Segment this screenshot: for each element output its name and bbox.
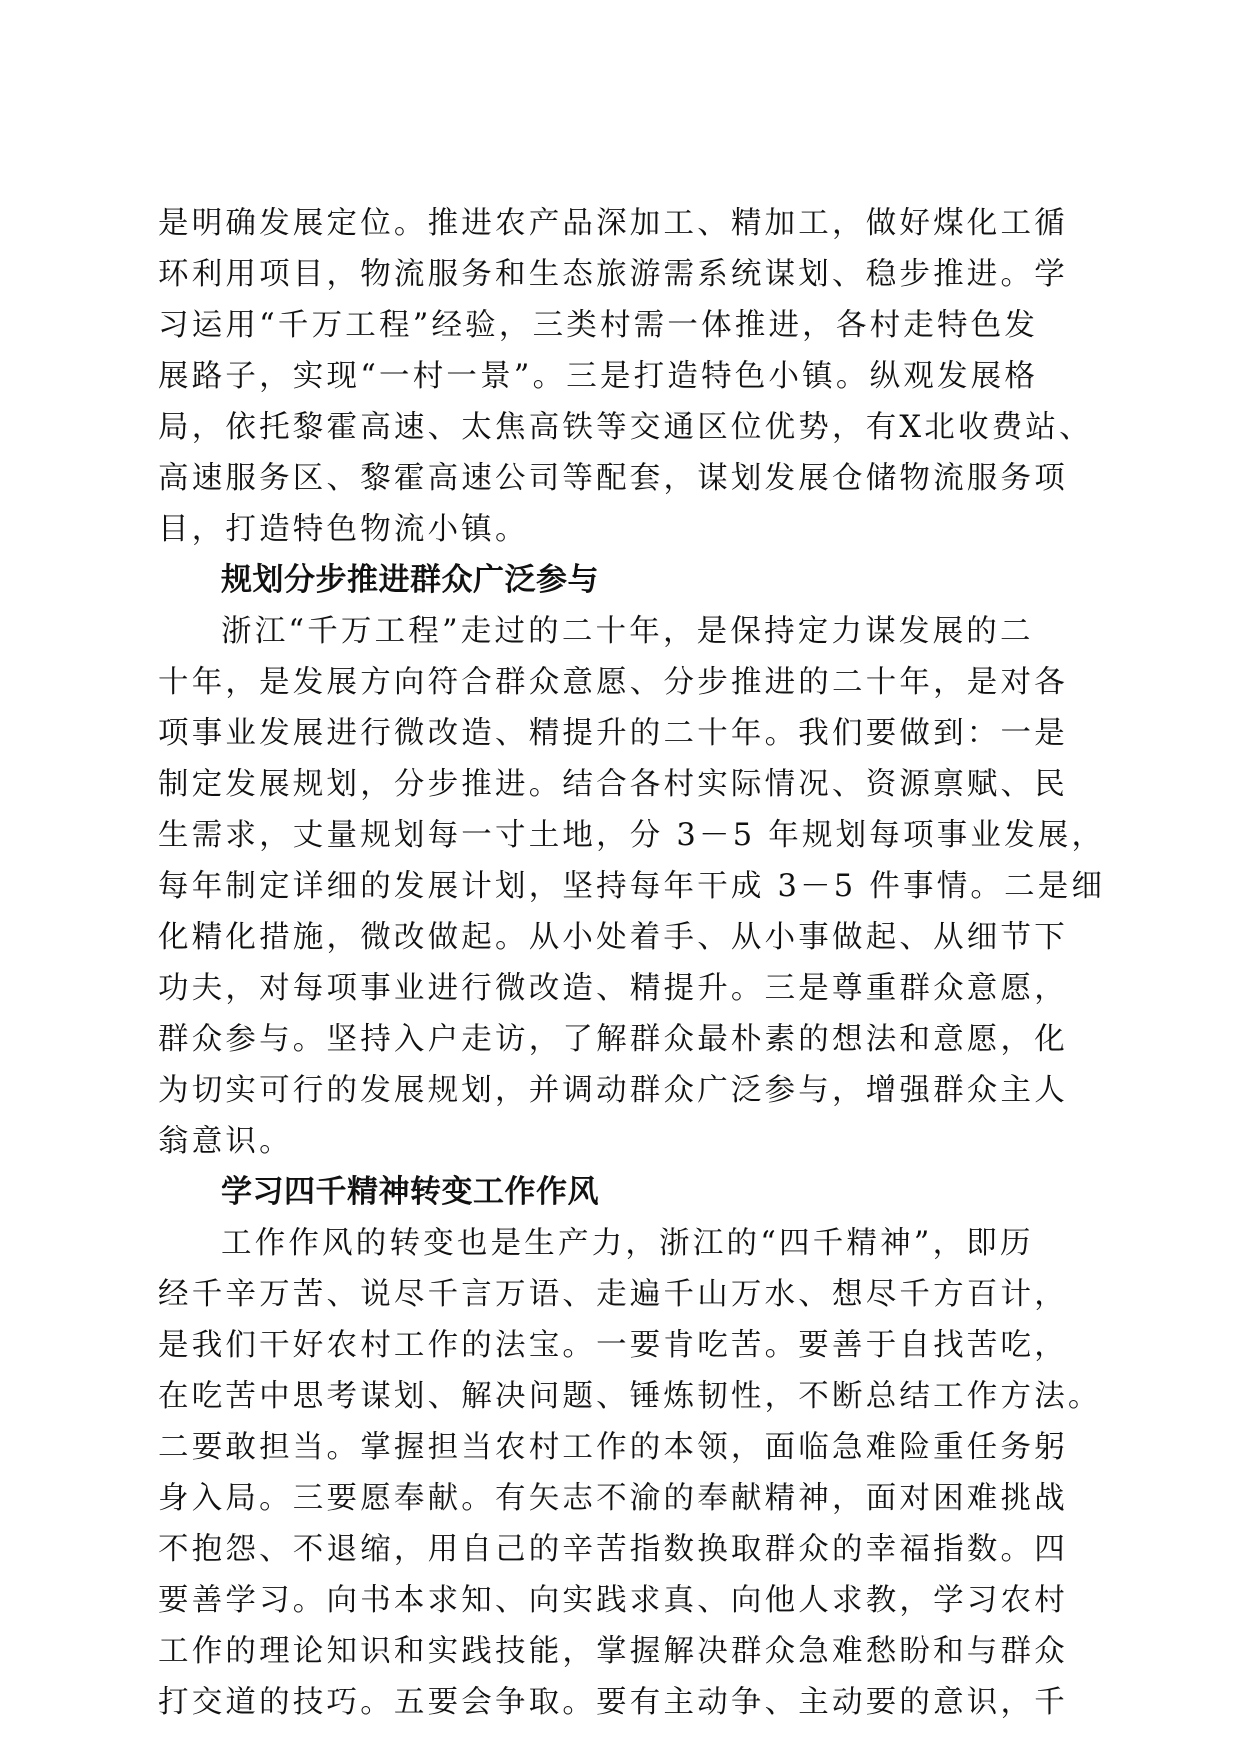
text-line: 十年，是发展方向符合群众意愿、分步推进的二十年，是对各 [158,665,1068,700]
text-line: 习运用“千万工程”经验，三类村需一体推进，各村走特色发 [158,308,1039,343]
text-line: 翁意识。 [158,1124,293,1159]
text-line: 制定发展规划，分步推进。结合各村实际情况、资源禀赋、民 [158,767,1068,802]
text-line: 每年制定详细的发展计划，坚持每年干成 3－5 件事情。二是细 [158,869,1106,904]
text-line: 经千辛万苦、说尽千言万语、走遍千山万水、想尽千方百计， [158,1277,1068,1312]
text-line: 展路子，实现“一村一景”。三是打造特色小镇。纵观发展格 [158,359,1039,394]
text-line: 要善学习。向书本求知、向实践求真、向他人求教，学习农村 [158,1583,1068,1618]
text-line: 生需求，丈量规划每一寸土地，分 3－5 年规划每项事业发展， [158,818,1106,853]
paragraph-3 [158,1218,1102,1728]
text-line: 化精化措施，微改做起。从小处着手、从小事做起、从细节下 [158,920,1068,955]
text-line: 是我们干好农村工作的法宝。一要肯吃苦。要善于自找苦吃， [158,1328,1068,1363]
document-body [158,198,1106,1728]
text-line: 局，依托黎霍高速、太焦高铁等交通区位优势，有X北收费站、 [158,410,1093,445]
text-line: 不抱怨、不退缩，用自己的辛苦指数换取群众的幸福指数。四 [158,1532,1068,1567]
text-line: 工作作风的转变也是生产力，浙江的“四千精神”，即历 [221,1226,1034,1261]
section-heading-work-style: 学习四千精神转变工作作风 [221,1174,599,1210]
text-line: 二要敢担当。掌握担当农村工作的本领，面临急难险重任务躬 [158,1430,1068,1465]
text-line: 浙江“千万工程”走过的二十年，是保持定力谋发展的二 [221,614,1034,649]
text-line: 高速服务区、黎霍高速公司等配套，谋划发展仓储物流服务项 [158,461,1068,496]
paragraph-1 [158,198,1093,555]
text-line: 工作的理论知识和实践技能，掌握解决群众急难愁盼和与群众 [158,1634,1068,1669]
paragraph-2 [158,606,1106,1167]
text-line: 是明确发展定位。推进农产品深加工、精加工，做好煤化工循 [158,206,1068,241]
text-line: 打交道的技巧。五要会争取。要有主动争、主动要的意识，千 [158,1685,1068,1720]
text-line: 项事业发展进行微改造、精提升的二十年。我们要做到：一是 [158,716,1068,751]
text-line: 功夫，对每项事业进行微改造、精提升。三是尊重群众意愿， [158,971,1068,1006]
text-line: 群众参与。坚持入户走访，了解群众最朴素的想法和意愿，化 [158,1022,1068,1057]
section-heading-planning: 规划分步推进群众广泛参与 [221,562,599,598]
text-line: 环利用项目，物流服务和生态旅游需系统谋划、稳步推进。学 [158,257,1068,292]
text-line: 目，打造特色物流小镇。 [158,512,529,547]
text-line: 为切实可行的发展规划，并调动群众广泛参与，增强群众主人 [158,1073,1068,1108]
text-line: 在吃苦中思考谋划、解决问题、锤炼韧性，不断总结工作方法。 [158,1379,1102,1414]
text-line: 身入局。三要愿奉献。有矢志不渝的奉献精神，面对困难挑战 [158,1481,1068,1516]
